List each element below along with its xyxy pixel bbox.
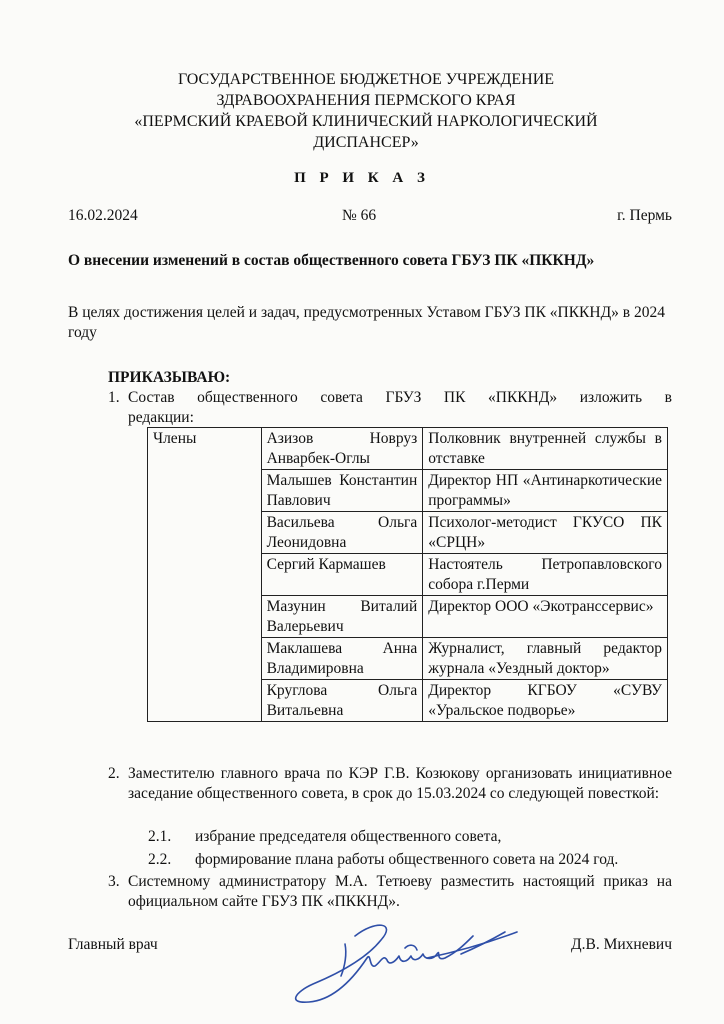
order-date: 16.02.2024 [68, 207, 138, 224]
council-members-table [147, 427, 668, 722]
intro-paragraph: В целях достижения целей и задач, предусмотренных Уставом ГБУЗ ПК «ПККНД» в 2024 году [68, 304, 665, 341]
item-number: 1. [108, 389, 120, 406]
member-position-cell: Настоятель Петропавловского собора г.Перми [423, 554, 668, 596]
signer-role: Главный врач [68, 936, 158, 953]
member-position-cell: Психолог-методист ГКУСО ПК «СРЦН» [423, 512, 668, 554]
member-position-cell: Полковник внутренней службы в отставке [423, 428, 668, 470]
subitem-text: избрание председателя общественного совета, [195, 828, 502, 845]
item-number: 2. [108, 765, 120, 782]
organization-header [60, 69, 672, 153]
member-role-cell: Члены [148, 428, 262, 722]
org-line-3: «ПЕРМСКИЙ КРАЕВОЙ КЛИНИЧЕСКИЙ НАРКОЛОГИЧЕСКИЙ [134, 113, 598, 130]
handwritten-signature [285, 918, 525, 1008]
member-name-cell: Маклашева Анна Владимировна [261, 638, 423, 680]
org-line-1: ГОСУДАРСТВЕННОЕ БЮДЖЕТНОЕ УЧРЕЖДЕНИЕ [177, 71, 555, 88]
item-text: Системному администратору М.А. Тетюеву разместить настоящий приказ на официальном сайте ГБУЗ ПК «ПККНД». [128, 873, 672, 910]
subitem-number: 2.2. [148, 851, 172, 868]
order-item-3 [108, 872, 672, 912]
subitem-text: формирование плана работы общественного совета на 2024 год. [195, 851, 619, 868]
member-name-cell: Круглова Ольга Витальевна [261, 680, 423, 722]
item-number: 3. [108, 873, 120, 890]
member-position-cell: Директор ООО «Экотранссервис» [423, 596, 668, 638]
table-row [148, 428, 668, 470]
item-text: Заместителю главного врача по КЭР Г.В. Козюкову организовать инициативное заседание общественного совета, в срок до 15.03.2024 со следующей повесткой: [128, 765, 672, 802]
member-name-cell: Мазунин Виталий Валерьевич [261, 596, 423, 638]
signer-name: Д.В. Михневич [571, 936, 672, 953]
member-position-cell: Журналист, главный редактор журнала «Уездный доктор» [423, 638, 668, 680]
order-item-1 [108, 388, 672, 428]
member-name-cell: Сергий Кармашев [261, 554, 423, 596]
item-text-line-1: Состав общественного совета ГБУЗ ПК «ПККНД» изложить в [128, 389, 672, 406]
item-text-line-2: редакции: [128, 409, 194, 426]
member-name-cell: Азизов Новруз Анварбек-Оглы [261, 428, 423, 470]
document-title: П Р И К А З [294, 170, 430, 186]
member-position-cell: Директор НП «Антинаркотические программы» [423, 470, 668, 512]
org-line-2: ЗДРАВООХРАНЕНИЯ ПЕРМСКОГО КРАЯ [216, 92, 516, 109]
order-keyword: ПРИКАЗЫВАЮ: [108, 369, 231, 386]
order-city: г. Пермь [617, 207, 672, 224]
order-item-2 [108, 764, 672, 804]
member-name-cell: Малышев Константин Павлович [261, 470, 423, 512]
subitem-number: 2.1. [148, 828, 172, 845]
order-number: № 66 [342, 207, 377, 224]
org-line-4: ДИСПАНСЕР» [313, 134, 419, 151]
member-position-cell: Директор КГБОУ «СУВУ «Уральское подворье» [423, 680, 668, 722]
member-name-cell: Васильева Ольга Леонидовна [261, 512, 423, 554]
order-subject: О внесении изменений в состав общественного совета ГБУЗ ПК «ПККНД» [68, 252, 595, 269]
